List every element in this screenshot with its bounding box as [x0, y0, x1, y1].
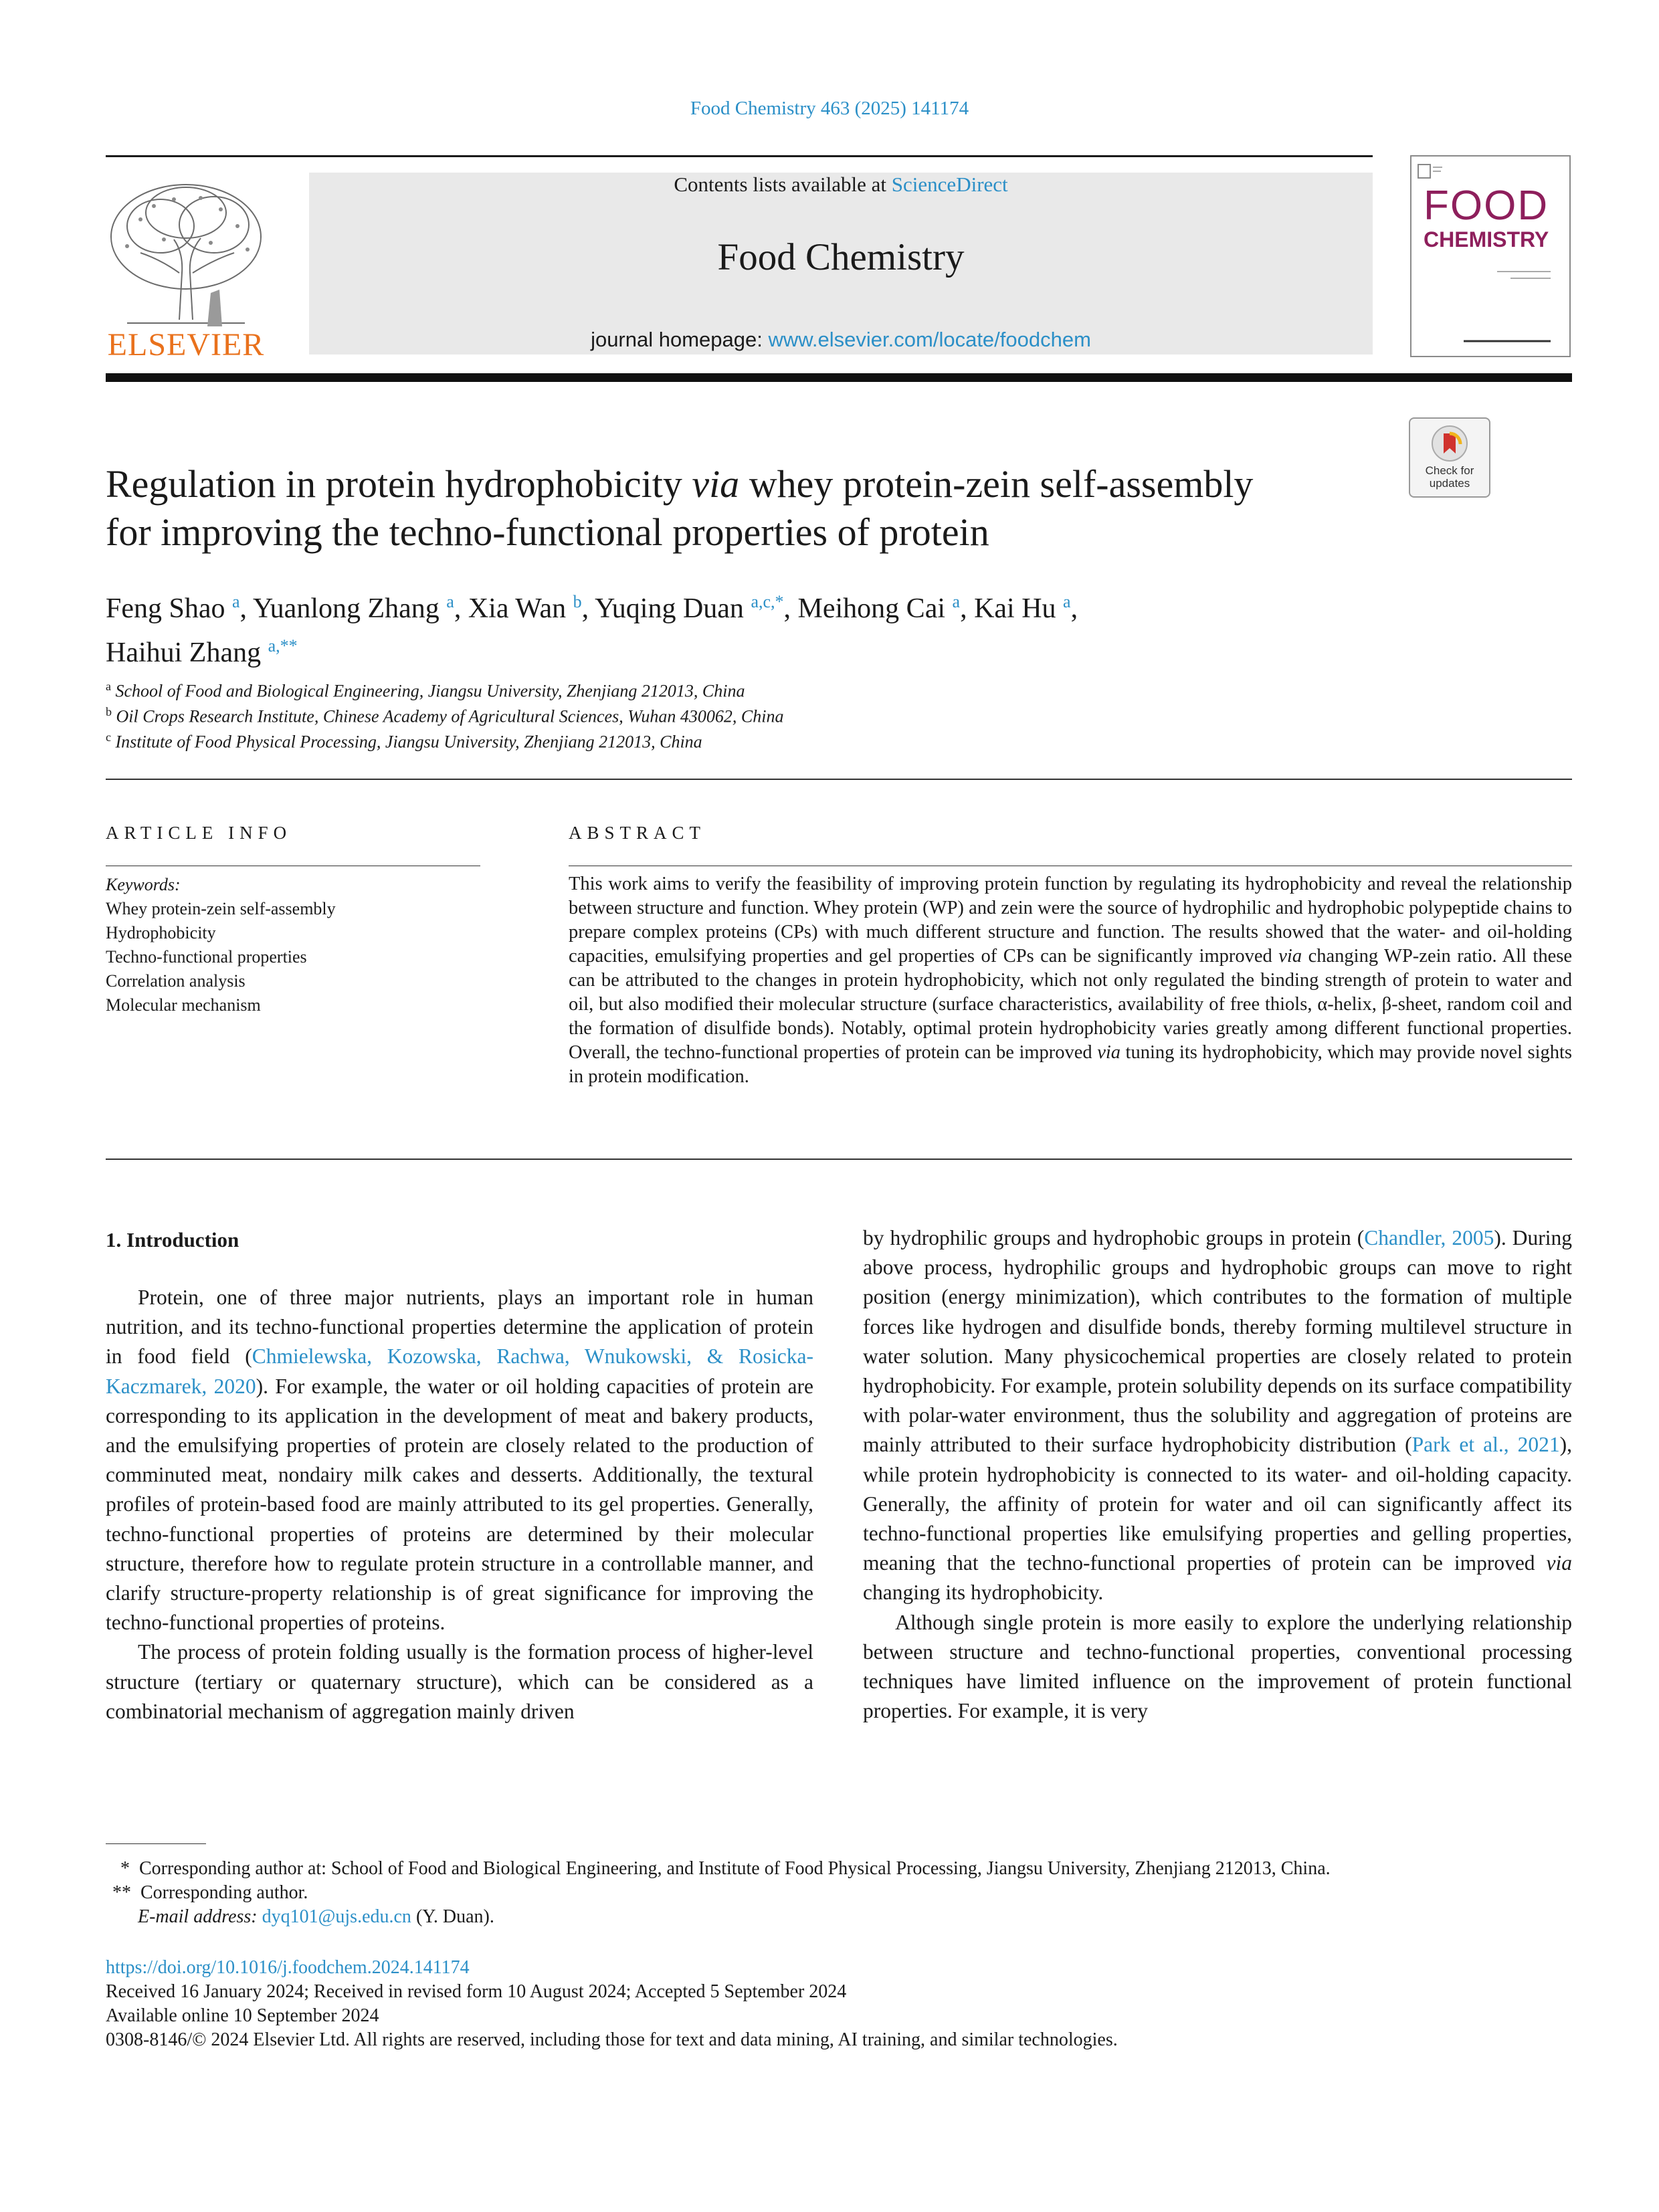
author-affil-mark[interactable]: a	[1063, 592, 1071, 611]
title-line-1: Regulation in protein hydrophobicity via whey protein-zein self-assembly	[106, 462, 1254, 506]
affiliation-b: $^b$ Oil Crops Research Institute, Chinese Academy of Agricultural Sciences, Wuhan 430062, China	[106, 705, 784, 726]
homepage-link[interactable]: www.elsevier.com/locate/foodchem	[768, 328, 1091, 351]
intro-paragraph: Although single protein is more easily to explore the underlying relationship between structure and techno-functional properties, conventional processing techniques have limited influence on the improvement of protein functional properties. For example, it is very	[863, 1610, 1572, 1723]
right-column	[863, 1223, 1572, 1726]
copyright-notice: 0308-8146/© 2024 Elsevier Ltd. All rights are reserved, including those for text and data mining, AI training, and similar technologies.	[106, 2029, 1118, 2050]
abstract-text: This work aims to verify the feasibility of improving protein function by regulating its hydrophobicity and reveal the relationship between structure and function. Whey protein (WP) and zein were the source of hydrophilic and hydrophobic polypeptide chains to prepare complex proteins (CPs) with much different structure and function. The results showed that the water- and oil-holding capacities, emulsifying properties and gel properties of CPs can be significantly improved via changing WP-zein ratio. All these can be attributed to the changes in protein hydrophobicity, which not only regulated the binding strength of protein to water and oil, but also modified their molecular structure (surface characteristics, availability of free thiols, α-helix, β-sheet, random coil and the formation of disulfide bonds). Notably, optimal protein hydrophobicity varies greatly among different functional properties. Overall, the techno-functional properties of protein can be improved via tuning its hydrophobicity, which may provide novel sights in protein modification.	[569, 874, 1572, 1087]
affiliation-c: $^c$ Institute of Food Physical Processing, Jiangsu University, Zhenjiang 212013, China	[106, 730, 702, 752]
keywords-label: Keywords:	[106, 875, 181, 894]
check-for-updates-label: Check for updates	[1425, 464, 1474, 490]
author-affil-mark[interactable]: a	[952, 592, 961, 611]
footnote-rule	[106, 1843, 206, 1844]
author-affil-mark[interactable]: b	[573, 592, 582, 611]
sciencedirect-link[interactable]: ScienceDirect	[891, 173, 1008, 196]
homepage-prefix: journal homepage:	[591, 328, 769, 351]
footnote-corresponding-1: * Corresponding author at: School of Food and Biological Engineering, and Institute of Food Physical Processing, Jiangsu University, Zhenjiang 212013, China.	[120, 1858, 1331, 1879]
author-affil-mark[interactable]: a,c,*	[751, 592, 784, 611]
section-heading-introduction: 1. Introduction	[106, 1228, 239, 1251]
received-dates: Received 16 January 2024; Received in revised form 10 August 2024; Accepted 5 September 2024	[106, 1981, 847, 2002]
contents-line	[309, 173, 1373, 197]
journal-homepage	[309, 328, 1373, 352]
cover-decoration	[1424, 262, 1557, 349]
intro-paragraph: Protein, one of three major nutrients, plays an important role in human nutrition, and its techno-functional properties determine the application of protein in food field (Chmielewska, Kozowska, Rachwa, Wnukowski, & Rosicka-Kaczmarek, 2020). For example, the water or oil holding capacities of protein are corresponding to its application in the development of meat and bakery products, and the emulsifying properties of protein are closely related to the production of comminuted meat, nondairy milk cakes and desserts. Additionally, the textural profiles of protein-based food are mainly attributed to its gel properties. Generally, techno-functional properties of proteins are determined by their molecular structure, therefore how to regulate protein structure in a controllable manner, and clarify structure-property relationship is of great significance for improving the techno-functional properties of proteins.	[106, 1286, 813, 1635]
author-affil-mark[interactable]: a	[232, 592, 240, 611]
cover-title-food: FOOD	[1424, 183, 1549, 229]
author-name[interactable]: Yuanlong Zhang	[253, 593, 440, 624]
citation-link[interactable]: Chmielewska, Kozowska, Rachwa, Wnukowski, & Rosicka-Kaczmarek, 2020	[106, 1344, 813, 1398]
footnote-corresponding-2: ** Corresponding author.	[112, 1882, 308, 1903]
header-thick-rule	[106, 373, 1572, 382]
author-list	[106, 583, 1571, 672]
affiliation-a: $^a$ School of Food and Biological Engineering, Jiangsu University, Zhenjiang 212013, China	[106, 680, 745, 701]
available-online: Available online 10 September 2024	[106, 2005, 379, 2026]
journal-name: Food Chemistry	[717, 236, 965, 278]
divider	[106, 779, 1572, 780]
author-name[interactable]: Kai Hu	[974, 593, 1056, 624]
elsevier-wordmark: ELSEVIER	[107, 327, 265, 363]
journal-citation-link[interactable]: Food Chemistry 463 (2025) 141174	[690, 98, 969, 119]
cover-publisher-icon	[1417, 163, 1444, 179]
email-link[interactable]: dyq101@ujs.edu.cn	[262, 1906, 411, 1927]
author-name[interactable]: Haihui Zhang	[106, 637, 262, 668]
keyword-item: Whey protein-zein self-assembly	[106, 899, 336, 918]
author-line-2	[106, 627, 1571, 672]
citation-link[interactable]: Park et al., 2021	[1411, 1433, 1560, 1457]
title-line-2: for improving the techno-functional properties of protein	[106, 510, 989, 554]
doi-link[interactable]: https://doi.org/10.1016/j.foodchem.2024.141174	[106, 1957, 470, 1978]
author-name[interactable]: Feng Shao	[106, 593, 225, 624]
keyword-item: Correlation analysis	[106, 971, 246, 991]
contents-prefix: Contents lists available at	[674, 173, 892, 196]
header-rule	[106, 155, 1373, 157]
author-line-1: Feng Shao $^a$, Yuanlong Zhang $^a$, Xia Wan $^b$, Yuqing Duan $^{a,c,*}$, Meihong Cai $^a$, Kai Hu $^a$,	[106, 592, 1078, 624]
author-affil-mark[interactable]: a	[446, 592, 454, 611]
keyword-item: Molecular mechanism	[106, 995, 261, 1015]
article-title	[106, 460, 1363, 557]
cover-title-chemistry: CHEMISTRY	[1424, 227, 1549, 252]
author-name[interactable]: Xia Wan	[468, 593, 567, 624]
intro-paragraph: The process of protein folding usually is the formation process of higher-level structure (tertiary or quaternary structure), which can be considered as a combinatorial mechanism of aggregation mainly driven	[106, 1640, 813, 1723]
author-affil-mark[interactable]: a,**	[268, 636, 298, 656]
left-column	[106, 1283, 813, 1726]
divider	[106, 1159, 1572, 1160]
keyword-item: Hydrophobicity	[106, 923, 216, 942]
abstract-heading: ABSTRACT	[569, 823, 706, 843]
footnote-email: E-mail address: dyq101@ujs.edu.cn (Y. Duan).	[138, 1906, 494, 1927]
bookmark-icon	[1430, 424, 1469, 463]
citation-link[interactable]: Chandler, 2005	[1364, 1226, 1494, 1249]
author-name[interactable]: Yuqing Duan	[595, 593, 744, 624]
keyword-item: Techno-functional properties	[106, 947, 307, 967]
author-name[interactable]: Meihong Cai	[797, 593, 946, 624]
intro-paragraph: by hydrophilic groups and hydrophobic groups in protein (Chandler, 2005). During above process, hydrophilic groups and hydrophobic groups can move to right position (energy minimization), which contributes to the formation of multiple forces like hydrogen and disulfide bonds, thereby forming multilevel structure in water solution. Many physicochemical properties are closely related to protein hydrophobicity. For example, protein solubility depends on its surface compatibility with polar-water environment, thus the solubility and aggregation of proteins are mainly attributed to their surface hydrophobicity distribution (Park et al., 2021), while protein hydrophobicity is connected to its water- and oil-holding capacity. Generally, the affinity of protein for water and oil can significantly affect its techno-functional properties like emulsifying properties and gelling properties, meaning that the techno-functional properties of protein can be improved via changing its hydrophobicity.	[863, 1226, 1572, 1605]
article-info-heading: ARTICLE INFO	[106, 823, 292, 843]
